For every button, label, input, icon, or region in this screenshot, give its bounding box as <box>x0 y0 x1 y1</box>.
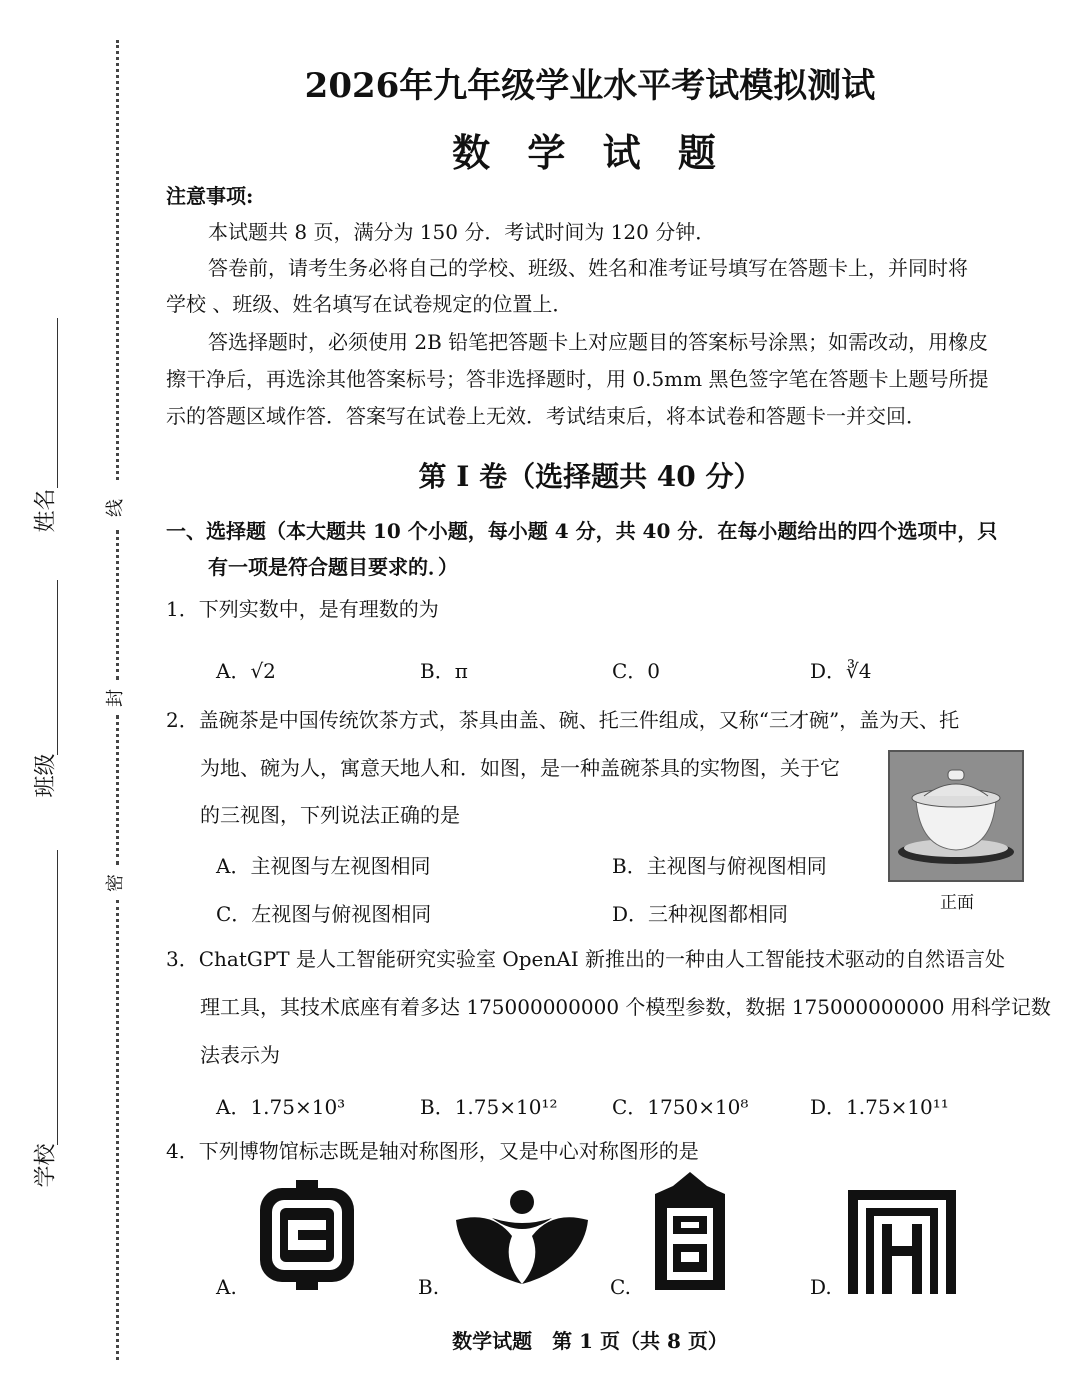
section-instructions-1: 一、选择题（本大题共 10 个小题，每小题 4 分，共 40 分．在每小题给出的四个选项中，只 <box>166 519 998 543</box>
q2-stem-2: 为地、碗为人，寓意天地人和．如图，是一种盖碗茶具的实物图，关于它 <box>200 756 840 780</box>
q3-option-c: C．1750×10⁸ <box>612 1095 749 1119</box>
q2-option-d: D．三种视图都相同 <box>612 902 789 926</box>
school-line <box>57 850 58 1145</box>
q3-option-a: A．1.75×10³ <box>216 1095 346 1119</box>
q3-stem-1: 3．ChatGPT 是人工智能研究实验室 OpenAI 新推出的一种由人工智能技术驱动的自然语言处 <box>166 947 1005 971</box>
q4-stem: 4．下列博物馆标志既是轴对称图形，又是中心对称图形的是 <box>166 1139 699 1163</box>
q3-stem-3: 法表示为 <box>200 1043 280 1067</box>
seal-line-3 <box>116 715 119 865</box>
page-footer: 数学试题 第 1 页（共 8 页） <box>452 1329 728 1353</box>
exam-title: 2026年九年级学业水平考试模拟测试 <box>304 66 876 106</box>
school-label: 学校 <box>33 1143 59 1188</box>
notice-line-2: 答卷前，请考生务必将自己的学校、班级、姓名和准考证号填写在答题卡上，并同时将 <box>208 256 968 280</box>
q3-option-b: B．1.75×10¹² <box>420 1095 558 1119</box>
q2-stem-1: 2．盖碗茶是中国传统饮茶方式，茶具由盖、碗、托三件组成，又称“三才碗”，盖为天、托 <box>166 708 960 732</box>
q2-figure-caption: 正面 <box>940 893 974 913</box>
seal-char-mi: 密 <box>105 874 126 892</box>
seal-char-xian: 线 <box>105 499 126 517</box>
q2-stem-3: 的三视图，下列说法正确的是 <box>200 803 460 827</box>
seal-line-2 <box>116 530 119 680</box>
teacup-photo <box>888 750 1024 882</box>
part-title: 第 I 卷（选择题共 40 分） <box>418 460 762 493</box>
q2-option-b: B．主视图与俯视图相同 <box>612 854 827 878</box>
q1-stem: 1．下列实数中，是有理数的为 <box>166 597 439 621</box>
q4-option-a: A. <box>216 1275 237 1299</box>
subject-title: 数 学 试 题 <box>452 130 728 175</box>
q1-option-d: D．∛4 <box>810 659 872 683</box>
q4-option-d: D. <box>810 1275 832 1299</box>
notice-line-6: 示的答题区域作答．答案写在试卷上无效．考试结束后，将本试卷和答题卡一并交回． <box>166 404 926 428</box>
class-line <box>57 580 58 755</box>
q3-option-d: D．1.75×10¹¹ <box>810 1095 949 1119</box>
notice-line-4: 答选择题时，必须使用 2B 铅笔把答题卡上对应题目的答案标号涂黑；如需改动，用橡皮 <box>208 330 989 354</box>
q4-option-c: C. <box>610 1275 631 1299</box>
seal-line-4 <box>116 900 119 1360</box>
class-label: 班级 <box>33 753 59 798</box>
q1-option-b: B．π <box>420 659 468 683</box>
section-instructions-2: 有一项是符合题目要求的．） <box>208 555 458 579</box>
notice-heading: 注意事项: <box>166 184 254 208</box>
q2-option-c: C．左视图与俯视图相同 <box>216 902 432 926</box>
seal-char-feng: 封 <box>105 689 126 707</box>
notice-line-3: 学校 、班级、姓名填写在试卷规定的位置上． <box>166 292 573 316</box>
q3-stem-2: 理工具，其技术底座有着多达 175000000000 个模型参数，数据 175000000000 用科学记数 <box>200 995 1051 1019</box>
q4-option-b: B. <box>418 1275 440 1299</box>
museum-logo-a <box>252 1180 362 1294</box>
q1-option-c: C．0 <box>612 659 661 683</box>
q1-option-a: A．√2 <box>216 659 276 683</box>
notice-line-5: 擦干净后，再选涂其他答案标号；答非选择题时，用 0.5mm 黑色签字笔在答题卡上题号所提 <box>166 367 989 391</box>
notice-line-1: 本试题共 8 页，满分为 150 分．考试时间为 120 分钟． <box>208 220 716 244</box>
name-label: 姓名 <box>33 488 59 533</box>
museum-logo-c <box>645 1172 735 1294</box>
q2-option-a: A．主视图与左视图相同 <box>216 854 431 878</box>
museum-logo-b <box>452 1180 592 1294</box>
museum-logo-d <box>848 1190 956 1298</box>
